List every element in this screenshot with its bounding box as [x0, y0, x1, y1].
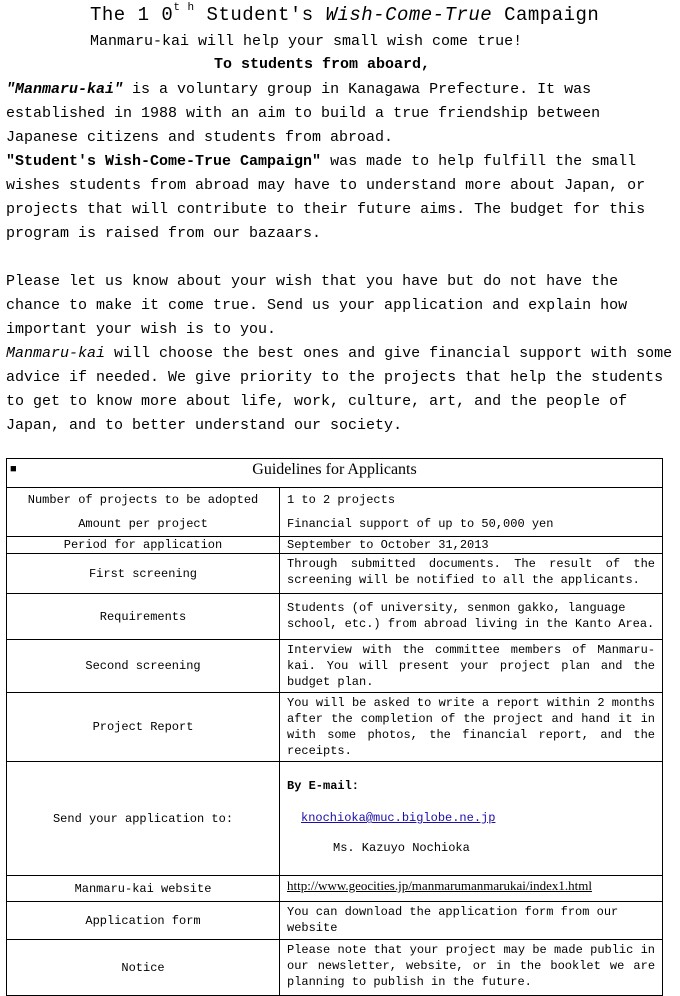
email-link[interactable]: knochioka@muc.biglobe.ne.jp [301, 811, 496, 825]
table-row [7, 940, 663, 996]
row-value: You can download the application form from our website [280, 902, 663, 940]
intro-paragraph-1 [6, 78, 674, 150]
campaign-name: "Student's Wish-Come-True Campaign" [6, 153, 322, 170]
title-text: The 1 0 [90, 4, 174, 26]
intro-paragraph-4 [6, 342, 674, 438]
intro-paragraph-2 [6, 150, 674, 246]
row-label: Second screening [7, 640, 280, 693]
email-method-label: By E-mail: [287, 779, 360, 793]
title-italic-text: Wish-Come-True [325, 4, 493, 26]
row-label: Period for application [7, 537, 280, 554]
row-value: You will be asked to write a report within 2 months after the completion of the project and hand it in with some photos, the financial report, and the receipts. [280, 693, 663, 762]
title-text: Student's [194, 4, 326, 26]
row-value: 1 to 2 projects Financial support of up to 50,000 yen [280, 488, 663, 537]
guidelines-table [6, 458, 663, 996]
campaign-title [90, 4, 599, 26]
paragraph-text: was made to help fulfill the small wishes students from abroad may have to understand more about Japan, or projects that will contribute to their future aims. The budget for this program is raised from our bazaars. [6, 153, 646, 242]
paragraph-text: will choose the best ones and give financial support with some advice if needed. We give priority to the projects that help the students to get to know more about life, work, culture, art, and the people of Japan, and to better understand our society. [6, 345, 673, 434]
row-value: Interview with the committee members of Manmaru-kai. You will present your project plan and the budget plan. [280, 640, 663, 693]
group-name: Manmaru-kai [6, 345, 106, 362]
guidelines-heading-text: Guidelines for Applicants [252, 461, 417, 478]
row-value: Please note that your project may be made public in our newsletter, website, or in the booklet we are planning to publish in the future. [280, 940, 663, 996]
row-label: Project Report [7, 693, 280, 762]
table-row [7, 537, 663, 554]
table-row [7, 488, 663, 537]
row-label: Manmaru-kai website [7, 876, 280, 902]
intro-paragraph-3: Please let us know about your wish that you have but do not have the chance to make it come true. Send us your application and explain how important your wish is to you. [6, 273, 628, 338]
table-row [7, 640, 663, 693]
table-row [7, 762, 663, 876]
guidelines-header-row [7, 459, 663, 488]
row-label: Send your application to: [7, 762, 280, 876]
table-row [7, 554, 663, 594]
subtitle: Manmaru-kai will help your small wish come true! [90, 33, 523, 50]
bullet-icon: ■ [10, 463, 17, 475]
row-value: Through submitted documents. The result of the screening will be notified to all the applicants. [280, 554, 663, 594]
row-value [280, 762, 663, 876]
table-row [7, 876, 663, 902]
table-row [7, 902, 663, 940]
table-row [7, 693, 663, 762]
title-ordinal-suffix: t h [173, 2, 195, 14]
paragraph-text: is a voluntary group in Kanagawa Prefecture. It was established in 1988 with an aim to build a true friendship between Japanese citizens and students from abroad. [6, 81, 601, 146]
row-label: First screening [7, 554, 280, 594]
row-label: Number of projects to be adopted Amount per project [7, 488, 280, 537]
row-value [280, 876, 663, 902]
contact-name: Ms. Kazuyo Nochioka [333, 841, 470, 855]
title-text: Campaign [492, 4, 600, 26]
row-label: Requirements [7, 594, 280, 640]
row-value: September to October 31,2013 [280, 537, 663, 554]
group-name: "Manmaru-kai" [6, 81, 124, 98]
table-row [7, 594, 663, 640]
row-value: Students (of university, senmon gakko, language school, etc.) from abroad living in the Kanto Area. [280, 594, 663, 640]
row-label: Application form [7, 902, 280, 940]
guidelines-heading [7, 459, 663, 488]
row-label: Notice [7, 940, 280, 996]
website-link[interactable]: http://www.geocities.jp/manmarumanmarukai/index1.html [287, 878, 592, 893]
audience-line: To students from aboard, [214, 56, 431, 73]
